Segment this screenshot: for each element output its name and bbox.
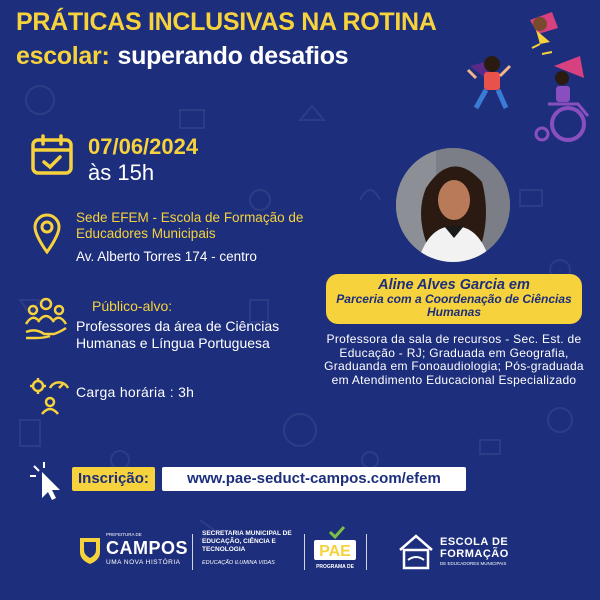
registration-link[interactable]: www.pae-seduct-campos.com/efem xyxy=(162,467,466,491)
event-time: às 15h xyxy=(88,160,155,185)
speaker-partnership: Parceria com a Coordenação de Ciências Humanas xyxy=(336,292,572,319)
cursor-click-icon xyxy=(30,462,64,502)
kids-illustration xyxy=(462,8,596,146)
escola-name: ESCOLA DE FORMAÇÃO xyxy=(440,536,509,560)
workload-icon xyxy=(28,376,72,416)
escola-icon xyxy=(396,532,436,572)
event-address: Av. Alberto Torres 174 - centro xyxy=(76,249,257,264)
divider xyxy=(304,534,305,570)
registration-label: Inscrição: xyxy=(72,467,155,491)
divider xyxy=(192,534,193,570)
event-date: 07/06/2024 xyxy=(88,134,199,159)
speaker-name: Aline Alves Garcia em xyxy=(378,277,530,293)
title-line-2-b: superando desafios xyxy=(117,42,349,70)
campos-top: PREFEITURA DE xyxy=(106,532,142,537)
title-line-2-a: escolar: xyxy=(16,42,110,70)
campos-name: CAMPOS xyxy=(106,538,189,558)
speaker-box xyxy=(326,274,582,324)
campos-sub: UMA NOVA HISTÓRIA xyxy=(106,559,181,566)
secretaria-sub: EDUCAÇÃO ILUMINA VIDAS xyxy=(202,560,275,566)
title-line-1: PRÁTICAS INCLUSIVAS NA ROTINA xyxy=(16,8,437,36)
pae-logo xyxy=(312,526,358,576)
speaker-photo xyxy=(396,148,510,262)
pae-sub: PROGRAMA DE xyxy=(316,564,354,570)
divider xyxy=(366,534,367,570)
campos-logo xyxy=(78,532,189,572)
footer-logos xyxy=(0,522,600,582)
audience-label: Público-alvo: xyxy=(92,298,173,314)
escola-sub: DE EDUCADORES MUNICIPAIS xyxy=(440,561,507,566)
location-pin-icon xyxy=(32,212,62,254)
workload-text: Carga horária : 3h xyxy=(76,384,195,400)
pae-text: PAE xyxy=(319,543,351,560)
speaker-bio: Professora da sala de recursos - Sec. Est. de Educação - RJ; Graduada em Geografia, Graduanda em Fonoaudiologia; Pós-graduada em Atendimento Educacional Especializado xyxy=(324,332,584,387)
secretaria-name: SECRETARIA MUNICIPAL DE EDUCAÇÃO, CIÊNCIA E TECNOLOGIA xyxy=(202,530,292,553)
calendar-icon xyxy=(30,134,74,176)
event-venue: Sede EFEM - Escola de Formação de Educadores Municipais xyxy=(76,210,304,241)
audience-icon xyxy=(24,296,68,342)
title-line-2 xyxy=(16,42,348,71)
audience-text: Professores da área de Ciências Humanas e Língua Portuguesa xyxy=(76,318,280,351)
